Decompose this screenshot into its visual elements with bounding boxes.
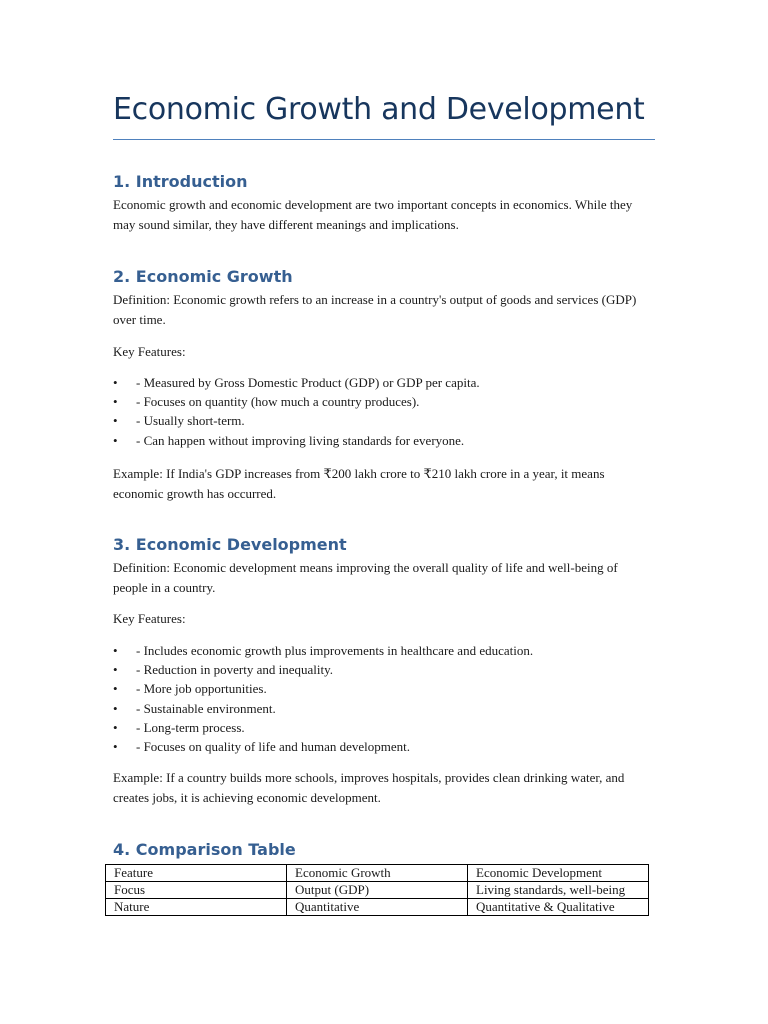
- list-item: [113, 679, 533, 698]
- bullet-icon: •: [113, 413, 118, 429]
- table-cell: Economic Growth: [287, 865, 468, 882]
- bullet-icon: •: [113, 662, 118, 678]
- growth-key-features-label: Key Features:: [113, 344, 186, 359]
- comparison-table: [105, 864, 649, 916]
- list-item-text: - Sustainable environment.: [136, 700, 276, 716]
- title-divider: [113, 139, 655, 140]
- list-item-text: - Focuses on quantity (how much a country produces).: [136, 394, 420, 410]
- table-row: [106, 882, 649, 899]
- table-cell: Focus: [106, 882, 287, 899]
- list-item: [113, 699, 533, 718]
- table-cell: Output (GDP): [287, 882, 468, 899]
- table-cell: Quantitative & Qualitative: [468, 899, 649, 916]
- introduction-text: Economic growth and economic development are two important concepts in economics. While they may sound similar, they have different meanings and implications.: [113, 197, 633, 232]
- bullet-icon: •: [113, 681, 118, 697]
- bullet-icon: •: [113, 643, 118, 658]
- document-title: Economic Growth and Development: [113, 92, 645, 127]
- table-cell: Living standards, well-being: [468, 882, 649, 899]
- growth-features-list: [113, 373, 480, 450]
- table-cell: Nature: [106, 899, 287, 916]
- list-item-text: - Can happen without improving living standards for everyone.: [136, 432, 465, 448]
- list-item-text: - Usually short-term.: [136, 413, 245, 429]
- list-item: [113, 641, 533, 660]
- section-heading-comparison-table: 4. Comparison Table: [113, 840, 296, 859]
- section-heading-economic-development: 3. Economic Development: [113, 535, 347, 554]
- development-example: Example: If a country builds more schools, improves hospitals, provides clean drinking water, and creates jobs, it is achieving economic development.: [113, 770, 625, 805]
- table-cell: Quantitative: [287, 899, 468, 916]
- growth-definition: Definition: Economic growth refers to an increase in a country's output of goods and services (GDP) over time.: [113, 292, 637, 327]
- bullet-icon: •: [113, 700, 118, 716]
- list-item: [113, 392, 480, 411]
- section-heading-introduction: 1. Introduction: [113, 172, 248, 191]
- table-cell: Feature: [106, 865, 287, 882]
- list-item: [113, 373, 480, 392]
- bullet-icon: •: [113, 719, 118, 735]
- list-item-text: - Focuses on quality of life and human development.: [136, 738, 411, 754]
- table-row: [106, 899, 649, 916]
- bullet-icon: •: [113, 432, 118, 448]
- list-item-text: - More job opportunities.: [136, 681, 267, 697]
- bullet-icon: •: [113, 738, 118, 754]
- list-item-text: - Long-term process.: [136, 719, 245, 735]
- list-item: [113, 660, 533, 679]
- development-features-list: [113, 641, 533, 756]
- bullet-icon: •: [113, 375, 118, 390]
- list-item: [113, 737, 533, 756]
- list-item: [113, 411, 480, 430]
- development-definition: Definition: Economic development means improving the overall quality of life and well-being of people in a country.: [113, 560, 618, 595]
- table-header-row: [106, 865, 649, 882]
- development-key-features-label: Key Features:: [113, 611, 186, 626]
- list-item: [113, 718, 533, 737]
- list-item: [113, 431, 480, 450]
- bullet-icon: •: [113, 394, 118, 410]
- growth-example: Example: If India's GDP increases from ₹200 lakh crore to ₹210 lakh crore in a year, it means economic growth has occurred.: [113, 466, 605, 501]
- list-item-text: - Measured by Gross Domestic Product (GDP) or GDP per capita.: [136, 375, 480, 390]
- list-item-text: - Includes economic growth plus improvements in healthcare and education.: [136, 643, 534, 658]
- section-heading-economic-growth: 2. Economic Growth: [113, 267, 293, 286]
- table-cell: Economic Development: [468, 865, 649, 882]
- list-item-text: - Reduction in poverty and inequality.: [136, 662, 333, 678]
